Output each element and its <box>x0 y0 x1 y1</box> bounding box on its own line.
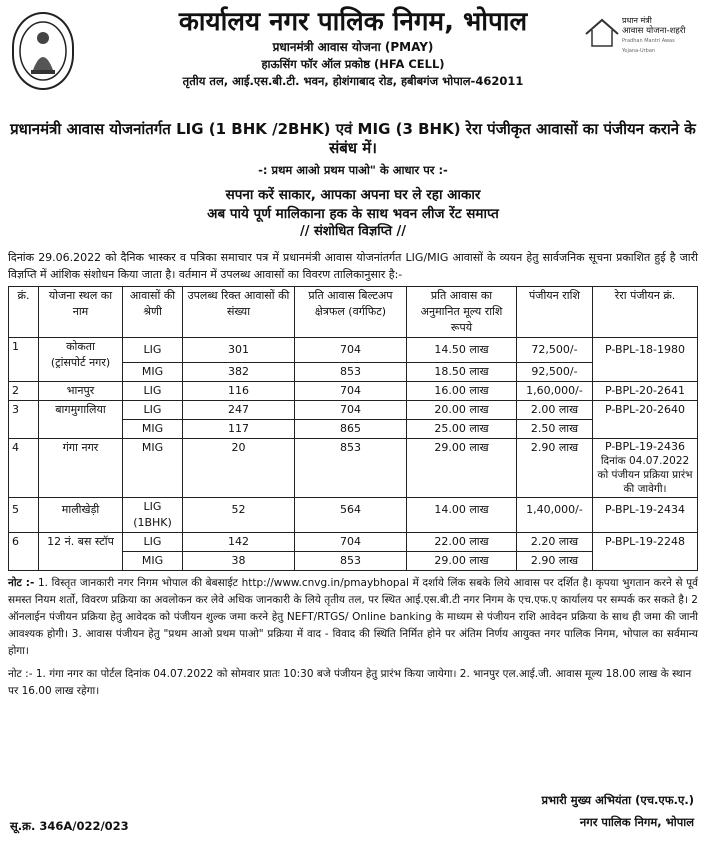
housing-table <box>8 286 698 571</box>
revised-notice-heading: // संशोधित विज्ञप्ति // <box>299 224 407 239</box>
cell-count: 247 <box>183 401 295 420</box>
cell-reg-amount: 2.20 लाख <box>517 533 593 552</box>
cell-reg-amount: 72,500/- <box>517 338 593 363</box>
cell-area: 853 <box>295 439 407 498</box>
col-site: योजना स्थल का नाम <box>39 287 123 338</box>
header <box>8 6 698 118</box>
cell-site: भानपुर <box>39 382 123 401</box>
category-sub: (1BHK) <box>133 516 172 529</box>
cell-site: गंगा नगर <box>39 439 123 498</box>
table-row <box>9 533 698 552</box>
scheme-name: प्रधानमंत्री आवास योजना (PMAY) <box>272 40 434 54</box>
cell-count: 116 <box>183 382 295 401</box>
cell-sn: 6 <box>9 533 39 571</box>
cell-site: मालीखेड़ी <box>39 498 123 533</box>
cell-reg-amount: 2.90 लाख <box>517 439 593 498</box>
col-area: प्रति आवास बिल्टअप क्षेत्रफल (वर्गफिट) <box>295 287 407 338</box>
col-rera: रेरा पंजीयन क्रं. <box>593 287 698 338</box>
cell-count: 301 <box>183 338 295 363</box>
cell-price: 20.00 लाख <box>407 401 517 420</box>
col-category: आवासों की श्रेणी <box>123 287 183 338</box>
cell-area: 704 <box>295 533 407 552</box>
slogan-line-1: सपना करें साकार, आपका अपना घर ले रहा आकार <box>225 187 481 203</box>
cell-count: 382 <box>183 363 295 382</box>
footer <box>8 793 698 841</box>
table-row <box>9 382 698 401</box>
office-title: कार्यालय नगर पालिक निगम, भोपाल <box>178 7 528 37</box>
cell-price: 18.50 लाख <box>407 363 517 382</box>
cell-rera: P-BPL-19-2248 <box>593 533 698 571</box>
cell-count: 117 <box>183 420 295 439</box>
table-header-row <box>9 287 698 338</box>
cell-site: 12 नं. बस स्टॉप <box>39 533 123 571</box>
table-row <box>9 498 698 533</box>
cell-price: 16.00 लाख <box>407 382 517 401</box>
note-1-label: नोट :- <box>8 577 35 589</box>
cell-reg-amount: 1,40,000/- <box>517 498 593 533</box>
cell-price: 29.00 लाख <box>407 552 517 571</box>
office-address: तृतीय तल, आई.एस.बी.टी. भवन, होशंगाबाद रोड, हबीबगंज भोपाल-462011 <box>182 74 524 88</box>
cell-count: 20 <box>183 439 295 498</box>
cell-reg-amount: 2.90 लाख <box>517 552 593 571</box>
slogan-line-2: अब पाये पूर्ण मालिकाना हक के साथ भवन लीज रेंट समाप्त <box>207 206 499 222</box>
municipal-emblem-icon <box>12 12 74 90</box>
note-2: नोट :- 1. गंगा नगर का पोर्टल दिनांक 04.07.2022 को सोमवार प्रातः 10:30 बजे पंजीयन हेतु प्रारंभ किया जायेगा। 2. भानपुर एल.आई.जी. आवास मूल्य 18.00 लाख के स्थान पर 16.00 लाख रहेगा। <box>8 668 692 697</box>
cell-rera: P-BPL-20-2640 <box>593 401 698 439</box>
site-name-sub: (ट्रांसपोर्ट नगर) <box>50 356 111 369</box>
table-row <box>9 439 698 498</box>
note-1-text: 1. विस्तृत जानकारी नगर निगम भोपाल की बेबसाईट http://www.cnvg.in/pmaybhopal में दर्शाये लिंक सबके लिये आवास पर दर्शित है। कृपया भुगतान करने से पूर्व समस्त नियम शर्तो, विवरण प्रक्रिया का अवलोकन कर लेवे अधिक जानकारी के लिये तृतीय तल, पर स्थित आई.एस.बी.टी नगर निगम के एच.एफ.ए कार्यालय पर सम्पर्क कर सकते है। 2 ऑनलाईन पंजीयन प्रक्रिया हेतु आवेदक को पंजीयन शुल्क जमा करने हेतु NEFT/RTGS/ Online banking के माध्यम से पंजीयन राशि आवेदन प्रक्रिया के साथ ही जमा की जानी आवश्यक होगी। 3. आवास पंजीयन हेतु "प्रथम आओ प्रथम पाओ" प्रक्रिया में वाद - विवाद की स्थिति निर्मित होने पर अंतिम निर्णय आयुक्त नगर पालिक निगम, भोपाल का सर्वमान्य होगा। <box>8 577 698 657</box>
table-row <box>9 401 698 420</box>
cell-category: LIG <box>123 401 183 420</box>
cell-sn: 1 <box>9 338 39 382</box>
site-name: कोकता <box>66 340 95 353</box>
table-row <box>9 338 698 363</box>
cell-sn: 4 <box>9 439 39 498</box>
cell-category: MIG <box>123 552 183 571</box>
cell-category: LIG <box>123 382 183 401</box>
signatory-office: नगर पालिक निगम, भोपाल <box>579 815 694 829</box>
cell-category: LIG <box>123 338 183 363</box>
cell-price: 25.00 लाख <box>407 420 517 439</box>
cell-reg-amount: 1,60,000/- <box>517 382 593 401</box>
cell-reg-amount: 2.00 लाख <box>517 401 593 420</box>
cell-area: 704 <box>295 382 407 401</box>
cell-rera: P-BPL-20-2641 <box>593 382 698 401</box>
cell-name: हाऊसिंग फॉर ऑल प्रकोष्ठ (HFA CELL) <box>261 57 445 71</box>
pmay-urban-logo <box>582 16 692 76</box>
reference-number: सू.क्र. 346A/022/023 <box>10 819 129 833</box>
intro-paragraph: दिनांक 29.06.2022 को दैनिक भास्कर व पत्रिका समाचार पत्र में प्रधानमंत्री आवास योजनांतर्गत LIG/MIG आवासों के व्ययन हेतु सार्वजनिक सूचना प्रकाशित हुई है जारी विज्ञप्ति में आंशिक संशोधन किया जाता है। वर्तमान में उपलब्ध आवासों का विवरण तालिकानुसार है:- <box>8 251 698 281</box>
cell-price: 29.00 लाख <box>407 439 517 498</box>
cell-category: MIG <box>123 420 183 439</box>
cell-site <box>39 338 123 382</box>
cell-price: 22.00 लाख <box>407 533 517 552</box>
cell-count: 52 <box>183 498 295 533</box>
cell-area: 853 <box>295 363 407 382</box>
signatory-title: प्रभारी मुख्य अभियंता (एच.एफ.ए.) <box>541 793 694 807</box>
category-label: LIG <box>143 500 162 513</box>
house-icon <box>582 16 622 50</box>
col-count: उपलब्ध रिक्त आवासों की संख्या <box>183 287 295 338</box>
cell-area: 853 <box>295 552 407 571</box>
cell-area: 704 <box>295 401 407 420</box>
cell-rera: P-BPL-18-1980 <box>593 338 698 382</box>
cell-area: 564 <box>295 498 407 533</box>
cell-sn: 3 <box>9 401 39 439</box>
cell-reg-amount: 2.50 लाख <box>517 420 593 439</box>
cell-rera <box>593 439 698 498</box>
note-1 <box>8 575 698 660</box>
notice-subject: प्रधानमंत्री आवास योजनांतर्गत LIG (1 BHK /2BHK) एवं MIG (3 BHK) रेरा पंजीकृत आवासों का पंजीयन कराने के संबंध में। <box>10 120 696 157</box>
col-reg-amount: पंजीयन राशि <box>517 287 593 338</box>
rera-note: दिनांक 04.07.2022 को पंजीयन प्रक्रिया प्रारंभ की जावेगी। <box>597 455 693 495</box>
cell-category <box>123 498 183 533</box>
cell-category: MIG <box>123 363 183 382</box>
cell-site: बागमुगालिया <box>39 401 123 439</box>
logo-line-2: आवास योजना-शहरी <box>622 26 686 36</box>
cell-count: 142 <box>183 533 295 552</box>
cell-area: 865 <box>295 420 407 439</box>
cell-category: MIG <box>123 439 183 498</box>
cell-price: 14.50 लाख <box>407 338 517 363</box>
cell-price: 14.00 लाख <box>407 498 517 533</box>
cell-area: 704 <box>295 338 407 363</box>
cell-category: LIG <box>123 533 183 552</box>
col-price: प्रति आवास का अनुमानित मूल्य राशि रूपये <box>407 287 517 338</box>
logo-line-1: प्रधान मंत्री <box>622 16 652 25</box>
cell-rera: P-BPL-19-2434 <box>593 498 698 533</box>
cell-reg-amount: 92,500/- <box>517 363 593 382</box>
first-come-first-serve: -: प्रथम आओ प्रथम पाओ" के आधार पर :- <box>258 163 448 177</box>
logo-line-3: Pradhan Mantri Awas Yojana-Urban <box>622 38 675 54</box>
rera-number: P-BPL-19-2436 <box>604 440 685 453</box>
cell-sn: 5 <box>9 498 39 533</box>
cell-sn: 2 <box>9 382 39 401</box>
cell-count: 38 <box>183 552 295 571</box>
col-sn: क्रं. <box>9 287 39 338</box>
